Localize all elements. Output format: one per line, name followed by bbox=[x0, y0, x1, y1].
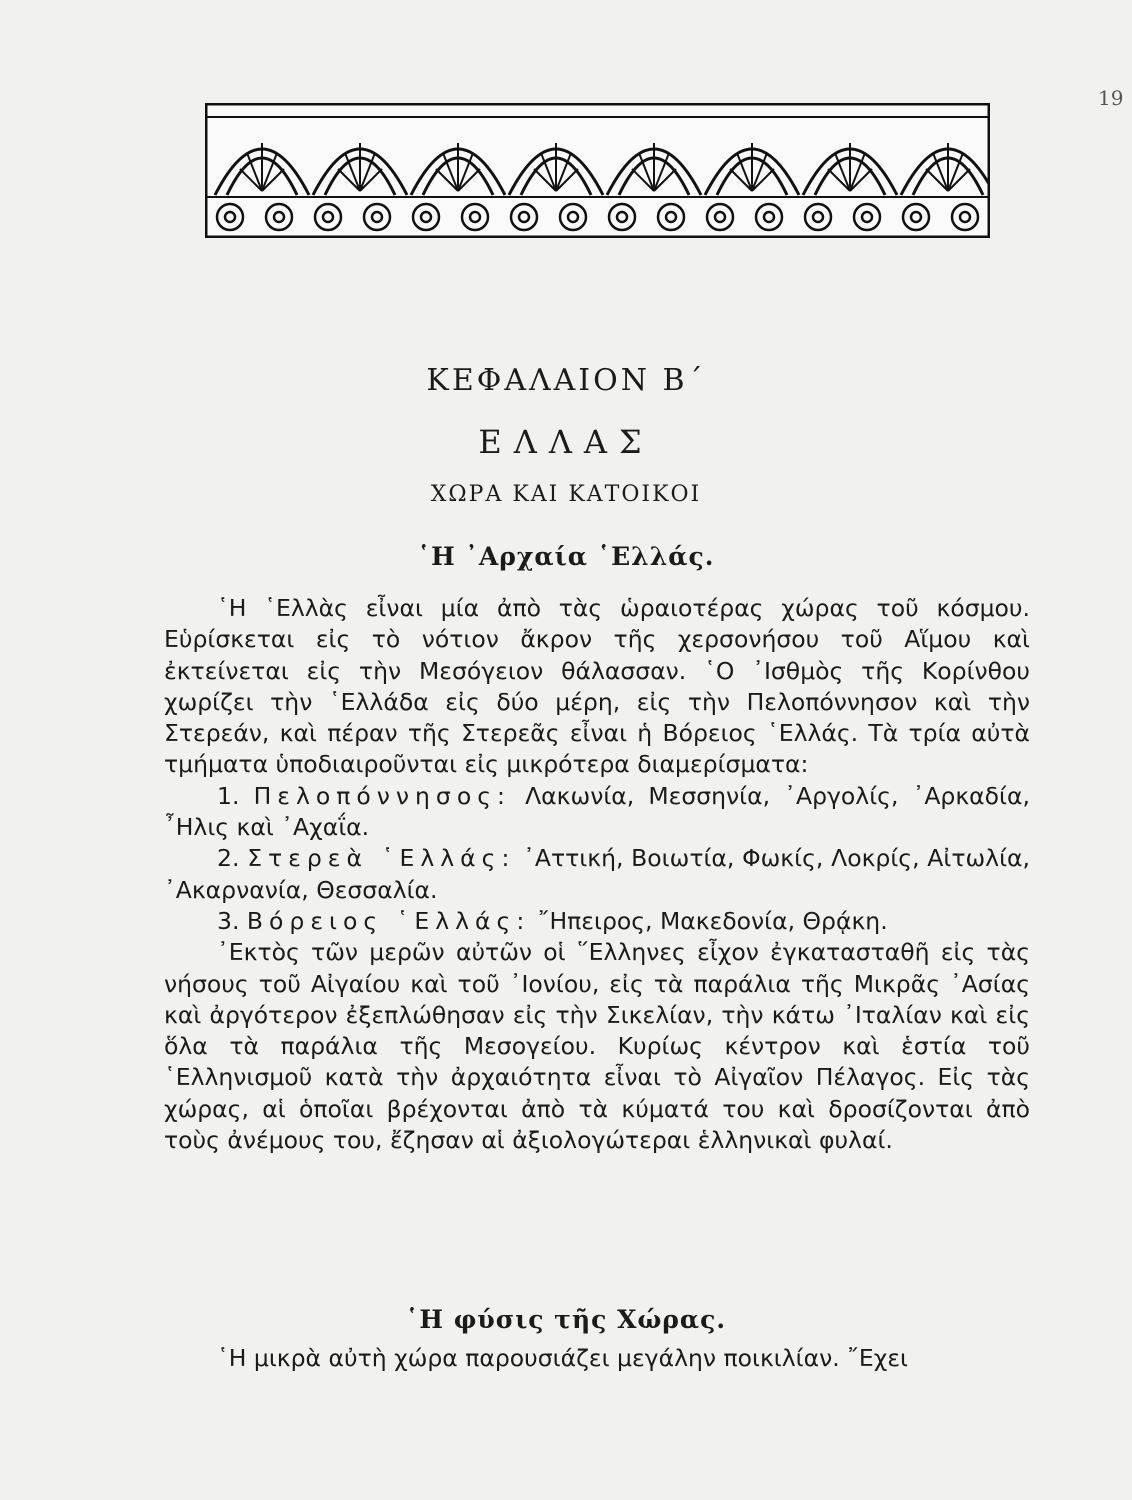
list-label: Πελοπόννησος: bbox=[253, 781, 511, 810]
list-label: Στερεὰ ῾Ελλάς: bbox=[247, 844, 516, 873]
section-heading-nature: ῾Η φύσις τῆς Χώρας. bbox=[405, 1305, 727, 1334]
list-item-peloponnese bbox=[164, 781, 1030, 844]
nature-paragraph: ῾Η μικρὰ αὐτὴ χώρα παρουσιάζει μεγάλην ποικιλίαν. ῎Εχει bbox=[217, 1344, 909, 1372]
chapter-subtitle: ΧΩΡΑ ΚΑΙ ΚΑΤΟΙΚΟΙ bbox=[430, 482, 702, 507]
section1-body bbox=[164, 593, 1030, 1156]
intro-paragraph: ῾Η ῾Ελλὰς εἶναι μία ἀπὸ τὰς ὡραιοτέρας χώρας τοῦ κόσμου. Εὑρίσκεται εἰς τὸ νότιον ἄκρον τῆς χερσονήσου τοῦ Αἵμου καὶ ἐκτείνεται εἰς τὴν Μεσόγειον θάλασσαν. ῾Ο ᾿Ισθμὸς τῆς Κορίνθου χωρίζει τὴν ῾Ελλάδα εἰς δύο μέρη, εἰς τὴν Πελοπόννησον καὶ τὴν Στερεάν, καὶ πέραν τῆς Στερεᾶς εἶναι ἡ Βόρειος ῾Ελλάς. Τὰ τρία αὐτὰ τμήματα ὑποδιαιροῦνται εἰς μικρότερα διαμερίσματα: bbox=[164, 594, 1030, 779]
list-number: 1. bbox=[217, 781, 240, 810]
chapter-label: ΚΕΦΑΛΑΙΟΝ Β΄ bbox=[426, 363, 706, 398]
ornamental-header-band bbox=[205, 103, 990, 238]
list-number: 3. bbox=[217, 906, 240, 935]
list-number: 2. bbox=[217, 844, 240, 873]
section-heading-ancient-greece: ῾Η ᾿Αρχαία ῾Ελλάς. bbox=[417, 542, 715, 571]
section2-body bbox=[164, 1343, 1030, 1374]
list-label: Βόρειος ῾Ελλάς: bbox=[246, 906, 531, 935]
list-text: ᾿Αττική, Βοιωτία, Φωκίς, Λοκρίς, Αἰτωλία, ᾿Ακαρνανία, Θεσσαλία. bbox=[164, 844, 1030, 904]
list-item-sterea bbox=[164, 843, 1030, 906]
list-text: ῎Ηπειρος, Μακεδονία, Θρᾴκη. bbox=[537, 906, 888, 935]
page-number: 19 bbox=[1098, 86, 1124, 110]
list-text: Λακωνία, Μεσσηνία, ᾿Αργολίς, ᾿Αρκαδία, ῏Ηλις καὶ ᾿Αχαΐα. bbox=[164, 781, 1030, 842]
closing-paragraph: ᾿Εκτὸς τῶν μερῶν αὐτῶν οἱ ῞Ελληνες εἶχον ἐγκατασταθῆ εἰς τὰς νήσους τοῦ Αἰγαίου καὶ τοῦ ᾿Ιονίου, εἰς τὰ παράλια τῆς Μικρᾶς ᾿Ασίας καὶ ἀργότερον ἐξεπλώθησαν εἰς τὴν Σικελίαν, τὴν κάτω ᾿Ιταλίαν καὶ εἰς ὅλα τὰ παράλια τῆς Μεσογείου. Κυρίως κέντρον καὶ ἑστία τοῦ ῾Ελληνισμοῦ κατὰ τὴν ἀρχαιότητα εἶναι τὸ Αἰγαῖον Πέλαγος. Εἰς τὰς χώρας, αἱ ὁποῖαι βρέχονται ἀπὸ τὰ κύματά του καὶ δροσίζονται ἀπὸ τοὺς ἀνέμους του, ἔζησαν αἱ ἀξιολογώτεραι ἑλληνικαὶ φυλαί. bbox=[164, 938, 1030, 1155]
chapter-title: ΕΛΛΑΣ bbox=[478, 423, 654, 461]
list-item-northern bbox=[164, 906, 1030, 937]
